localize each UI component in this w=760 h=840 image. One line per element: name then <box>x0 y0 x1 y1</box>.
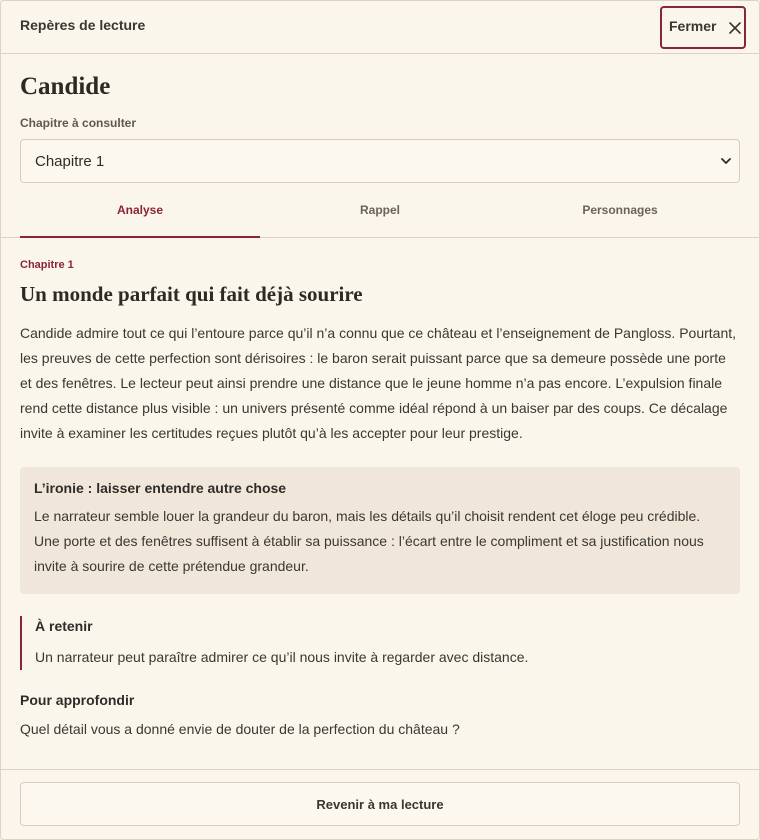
tab-bar <box>1 183 759 238</box>
chapter-select-value: Chapitre 1 <box>35 152 105 170</box>
key-takeaway-title: À retenir <box>35 618 93 634</box>
book-title: Candide <box>20 73 111 100</box>
deepen-question: Quel détail vous a donné envie de douter de la perfection du château ? <box>20 721 460 737</box>
tab-analyse[interactable]: Analyse <box>20 183 260 237</box>
book-header <box>1 72 759 183</box>
chapter-select-label: Chapitre à consulter <box>20 116 137 130</box>
panel-header <box>1 1 759 54</box>
panel-footer <box>1 769 759 839</box>
panel-title: Repères de lecture <box>20 17 146 33</box>
close-icon <box>728 21 742 35</box>
return-to-reading-button[interactable]: Revenir à ma lecture <box>20 782 740 826</box>
chapter-eyebrow: Chapitre 1 <box>20 259 74 271</box>
irony-callout <box>20 467 740 594</box>
close-button-label: Fermer <box>669 17 717 34</box>
close-button[interactable] <box>660 6 746 49</box>
callout-text: Le narrateur semble louer la grandeur du baron, mais les détails qu’il choisit rendent cet éloge peu crédible. Une porte et des fenêtres suffisent à établir sa puissance : l’écart entre le compliment et sa justification nous invite à sourire de cette prétendue grandeur. <box>34 508 704 574</box>
tab-rappel[interactable]: Rappel <box>359 203 400 217</box>
chapter-select[interactable] <box>20 139 740 183</box>
key-takeaway-text: Un narrateur peut paraître admirer ce qu’il nous invite à regarder avec distance. <box>35 649 529 665</box>
key-takeaway <box>20 616 740 670</box>
chevron-down-icon <box>721 157 731 165</box>
deepen-title: Pour approfondir <box>20 692 135 708</box>
analysis-content <box>1 259 759 737</box>
tab-personnages[interactable]: Personnages <box>582 203 658 217</box>
analysis-paragraph: Candide admire tout ce qui l’entoure parce qu’il n’a connu que ce château et l’enseignement de Pangloss. Pourtant, les preuves de cette perfection sont dérisoires : le baron serait puissant parce que sa demeure possède une porte et des fenêtres. Le lecteur peut ainsi prendre une distance que le jeune homme n’a pas encore. L’expulsion finale rend cette distance plus visible : un univers présenté comme idéal répond à un baiser par des coups. Ce décalage invite à examiner les certitudes reçues plutôt qu’à les accepter pour leur prestige. <box>20 325 737 441</box>
section-title: Un monde parfait qui fait déjà sourire <box>20 282 363 306</box>
callout-title: L’ironie : laisser entendre autre chose <box>34 480 287 496</box>
